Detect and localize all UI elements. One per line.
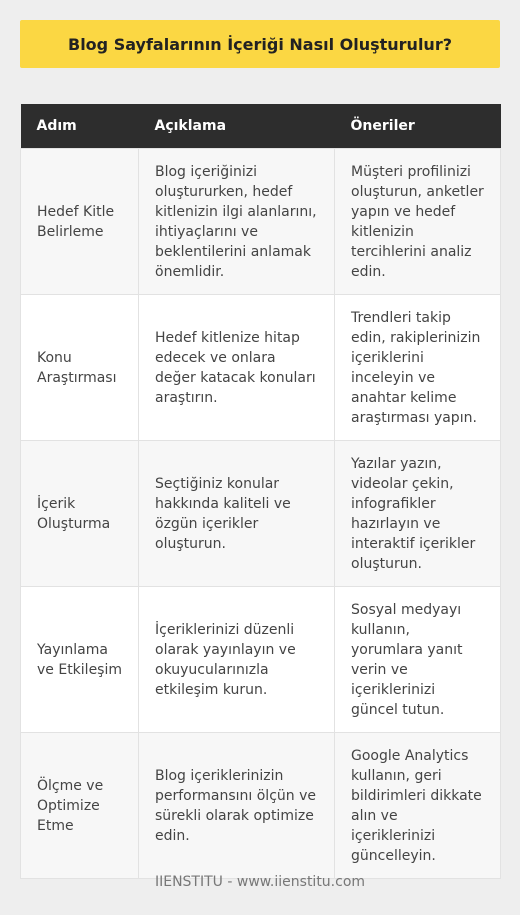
step-cell: İçerik Oluşturma <box>21 441 139 587</box>
table-row <box>21 149 501 295</box>
table-row <box>21 733 501 879</box>
step-cell: Ölçme ve Optimize Etme <box>21 733 139 879</box>
table-row <box>21 441 501 587</box>
description-cell: Blog içeriğinizi oluştururken, hedef kitlenizin ilgi alanlarını, ihtiyaçlarını ve beklentilerini anlamak önemlidir. <box>139 149 335 295</box>
step-cell: Yayınlama ve Etkileşim <box>21 587 139 733</box>
description-cell: Seçtiğiniz konular hakkında kaliteli ve özgün içerikler oluşturun. <box>139 441 335 587</box>
suggestion-cell: Trendleri takip edin, rakiplerinizin içeriklerini inceleyin ve anahtar kelime araştırması yapın. <box>335 295 501 441</box>
table-row <box>21 587 501 733</box>
suggestion-cell: Google Analytics kullanın, geri bildirimleri dikkate alın ve içeriklerinizi güncelleyin. <box>335 733 501 879</box>
page-title: Blog Sayfalarının İçeriği Nasıl Oluşturulur? <box>20 20 500 68</box>
step-cell: Hedef Kitle Belirleme <box>21 149 139 295</box>
step-cell: Konu Araştırması <box>21 295 139 441</box>
column-header-suggestions: Öneriler <box>335 104 501 149</box>
suggestion-cell: Yazılar yazın, videolar çekin, infografikler hazırlayın ve interaktif içerikler oluşturun. <box>335 441 501 587</box>
description-cell: Blog içeriklerinizin performansını ölçün ve sürekli olarak optimize edin. <box>139 733 335 879</box>
column-header-description: Açıklama <box>139 104 335 149</box>
description-cell: Hedef kitlenize hitap edecek ve onlara değer katacak konuları araştırın. <box>139 295 335 441</box>
table-row <box>21 295 501 441</box>
steps-table <box>20 104 501 879</box>
description-cell: İçeriklerinizi düzenli olarak yayınlayın ve okuyucularınızla etkileşim kurun. <box>139 587 335 733</box>
footer-credit: IIENSTITU - www.iienstitu.com <box>154 874 366 890</box>
suggestion-cell: Sosyal medyayı kullanın, yorumlara yanıt verin ve içeriklerinizi güncel tutun. <box>335 587 501 733</box>
table-header-row <box>21 104 501 149</box>
column-header-step: Adım <box>21 104 139 149</box>
suggestion-cell: Müşteri profilinizi oluşturun, anketler yapın ve hedef kitlenizin tercihlerini analiz edin. <box>335 149 501 295</box>
